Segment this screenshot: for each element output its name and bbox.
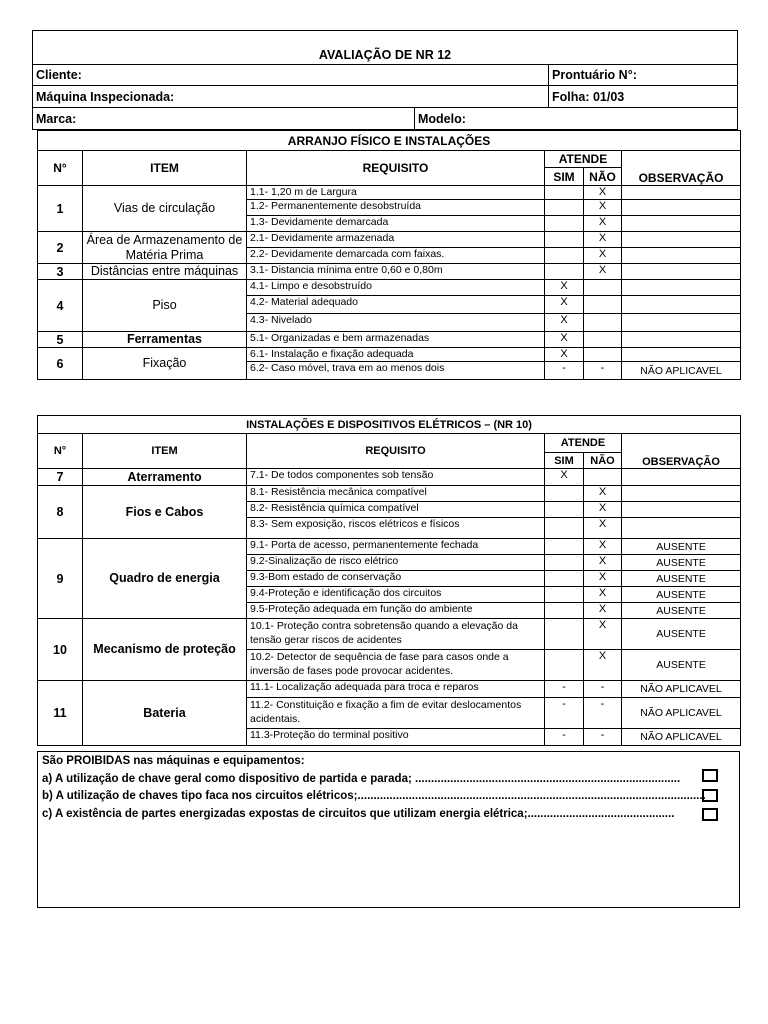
sim-cell[interactable]: X (545, 469, 584, 486)
modelo-field[interactable]: Modelo: (415, 108, 738, 130)
observacao-cell[interactable]: NÃO APLICAVEL (622, 362, 741, 380)
sim-cell[interactable] (545, 248, 584, 264)
sim-cell[interactable]: - (545, 362, 584, 380)
requirement-text: 9.5-Proteção adequada em função do ambiente (247, 603, 545, 619)
observacao-cell[interactable]: AUSENTE (622, 555, 741, 571)
observacao-cell[interactable] (622, 332, 741, 348)
group-number: 7 (38, 469, 83, 486)
nao-cell[interactable]: X (584, 603, 622, 619)
group-item: Distâncias entre máquinas (83, 264, 247, 280)
sim-cell[interactable] (545, 216, 584, 232)
cliente-field[interactable]: Cliente: (33, 65, 549, 86)
sim-cell[interactable]: X (545, 314, 584, 332)
sim-cell[interactable]: X (545, 348, 584, 362)
sim-cell[interactable]: X (545, 280, 584, 296)
observacao-cell[interactable] (622, 216, 741, 232)
sim-cell[interactable] (545, 232, 584, 248)
requirement-text: 9.2-Sinalização de risco elétrico (247, 555, 545, 571)
col-n-header: N° (38, 434, 83, 469)
nao-cell[interactable]: X (584, 502, 622, 518)
folha-field: Folha: 01/03 (549, 86, 738, 108)
group-item: Bateria (83, 681, 247, 746)
requirement-row (38, 619, 741, 650)
requirement-row (38, 469, 741, 486)
requirement-text: 9.4-Proteção e identificação dos circuitos (247, 587, 545, 603)
proibidas-item-c (42, 806, 735, 824)
sim-cell[interactable] (545, 186, 584, 200)
requirement-text: 4.3- Nivelado (247, 314, 545, 332)
nao-cell[interactable]: X (584, 186, 622, 200)
group-number: 1 (38, 186, 83, 232)
proibidas-item-b-text: b) A utilização de chaves tipo faca nos circuitos elétricos;............................................................................................................. (42, 790, 706, 802)
requirement-row (38, 280, 741, 296)
observacao-cell[interactable]: AUSENTE (622, 539, 741, 555)
group-item: Mecanismo de proteção (83, 619, 247, 681)
requirement-text: 8.1- Resistência mecânica compatível (247, 486, 545, 502)
sim-cell[interactable] (545, 571, 584, 587)
sim-cell[interactable] (545, 587, 584, 603)
nao-cell[interactable]: X (584, 587, 622, 603)
sim-cell[interactable] (545, 486, 584, 502)
marca-field[interactable]: Marca: (33, 108, 415, 130)
requirement-text: 3.1- Distancia mínima entre 0,60 e 0,80m (247, 264, 545, 280)
proibidas-heading: São PROIBIDAS nas máquinas e equipamentos: (42, 755, 305, 767)
observacao-cell[interactable] (622, 232, 741, 248)
group-item: Ferramentas (83, 332, 247, 348)
observacao-cell[interactable] (622, 469, 741, 486)
maquina-field[interactable]: Máquina Inspecionada: (33, 86, 549, 108)
nao-cell[interactable]: X (584, 200, 622, 216)
proibidas-item-b (42, 788, 735, 806)
proibidas-item-a-text: a) A utilização de chave geral como dispositivo de partida e parada; ................................................................................... (42, 772, 681, 785)
instalacoes-eletricas-table (37, 415, 741, 746)
nao-cell[interactable]: - (584, 681, 622, 698)
group-number: 5 (38, 332, 83, 348)
group-item: Aterramento (83, 469, 247, 486)
group-item: Fios e Cabos (83, 486, 247, 539)
requirement-text: 10.1- Proteção contra sobretensão quando a elevação da tensão gerar riscos de acidentes (247, 619, 545, 650)
requirement-text: 1.3- Devidamente demarcada (247, 216, 545, 232)
requirement-text: 1.1- 1,20 m de Largura (247, 186, 545, 200)
requirement-text: 4.1- Limpo e desobstruído (247, 280, 545, 296)
sim-cell[interactable] (545, 502, 584, 518)
requirement-text: 8.2- Resistência química compatível (247, 502, 545, 518)
sim-cell[interactable]: X (545, 296, 584, 314)
col-sim-header: SIM (545, 453, 584, 469)
group-number: 11 (38, 681, 83, 746)
requirement-row (38, 348, 741, 362)
col-nao-header: NÃO (584, 453, 622, 469)
nao-cell[interactable]: - (584, 729, 622, 746)
sim-cell[interactable] (545, 264, 584, 280)
nao-cell[interactable]: X (584, 264, 622, 280)
sim-cell[interactable] (545, 518, 584, 539)
nao-cell[interactable] (584, 280, 622, 296)
observacao-cell[interactable] (622, 486, 741, 502)
requirement-text: 10.2- Detector de sequência de fase para casos onde a inversão de fases pode provocar acidentes. (247, 650, 545, 681)
observacao-cell[interactable]: AUSENTE (622, 571, 741, 587)
observacao-cell[interactable]: AUSENTE (622, 619, 741, 650)
observacao-cell[interactable]: AUSENTE (622, 587, 741, 603)
requirement-row (38, 232, 741, 248)
col-atende-header: ATENDE (545, 434, 622, 453)
checkbox-c[interactable] (702, 808, 718, 821)
nao-cell[interactable] (584, 348, 622, 362)
requirement-text: 6.2- Caso móvel, trava em ao menos dois (247, 362, 545, 380)
col-requisito-header: REQUISITO (247, 151, 545, 186)
group-item: Quadro de energia (83, 539, 247, 619)
nao-cell[interactable] (584, 469, 622, 486)
requirement-text: 11.1- Localização adequada para troca e reparos (247, 681, 545, 698)
requirement-text: 5.1- Organizadas e bem armazenadas (247, 332, 545, 348)
requirement-text: 9.1- Porta de acesso, permanentemente fechada (247, 539, 545, 555)
checkbox-a[interactable] (702, 769, 718, 782)
sim-cell[interactable] (545, 555, 584, 571)
requirement-text: 2.1- Devidamente armazenada (247, 232, 545, 248)
sim-cell[interactable]: - (545, 681, 584, 698)
col-obs-header: OBSERVAÇÃO (622, 434, 741, 469)
requirement-row (38, 486, 741, 502)
col-item-header: ITEM (83, 151, 247, 186)
observacao-cell[interactable] (622, 200, 741, 216)
nao-cell[interactable] (584, 332, 622, 348)
nao-cell[interactable]: X (584, 619, 622, 650)
requirement-text: 11.3-Proteção do terminal positivo (247, 729, 545, 746)
sim-cell[interactable]: - (545, 729, 584, 746)
nao-cell[interactable]: - (584, 698, 622, 729)
group-item: Vias de circulação (83, 186, 247, 232)
proibidas-item-c-text: c) A existência de partes energizadas expostas de circuitos que utilizam energia elétrica;.............................................. (42, 807, 675, 820)
col-sim-header: SIM (545, 168, 584, 186)
prontuario-field[interactable]: Prontuário N°: (549, 65, 738, 86)
nao-cell[interactable]: X (584, 555, 622, 571)
requirement-text: 11.2- Constituição e fixação a fim de evitar deslocamentos acidentais. (247, 698, 545, 729)
nao-cell[interactable]: X (584, 248, 622, 264)
nao-cell[interactable] (584, 314, 622, 332)
sim-cell[interactable] (545, 650, 584, 681)
nao-cell[interactable] (584, 296, 622, 314)
observacao-cell[interactable]: NÃO APLICAVEL (622, 729, 741, 746)
observacao-cell[interactable]: AUSENTE (622, 650, 741, 681)
sim-cell[interactable] (545, 619, 584, 650)
observacao-cell[interactable] (622, 314, 741, 332)
sim-cell[interactable] (545, 539, 584, 555)
col-atende-header: ATENDE (545, 151, 622, 168)
requirement-row (38, 264, 741, 280)
observacao-cell[interactable] (622, 348, 741, 362)
group-number: 4 (38, 280, 83, 332)
col-obs-header: OBSERVAÇÃO (622, 151, 741, 186)
checkbox-b[interactable] (702, 789, 718, 802)
sim-cell[interactable]: X (545, 332, 584, 348)
form-title: AVALIAÇÃO DE NR 12 (33, 31, 738, 65)
sim-cell[interactable] (545, 200, 584, 216)
nao-cell[interactable]: X (584, 539, 622, 555)
col-item-header: ITEM (83, 434, 247, 469)
section2-title: INSTALAÇÕES E DISPOSITIVOS ELÉTRICOS – (NR 10) (38, 416, 741, 434)
requirement-text: 9.3-Bom estado de conservação (247, 571, 545, 587)
requirement-text: 4.2- Material adequado (247, 296, 545, 314)
requirement-text: 6.1- Instalação e fixação adequada (247, 348, 545, 362)
nao-cell[interactable]: X (584, 518, 622, 539)
group-number: 9 (38, 539, 83, 619)
sim-cell[interactable]: - (545, 698, 584, 729)
proibidas-item-a (42, 771, 735, 789)
group-number: 3 (38, 264, 83, 280)
group-item: Área de Armazenamento de Matéria Prima (83, 232, 247, 264)
observacao-cell[interactable]: NÃO APLICAVEL (622, 698, 741, 729)
group-number: 8 (38, 486, 83, 539)
nao-cell[interactable]: X (584, 571, 622, 587)
requirement-text: 2.2- Devidamente demarcada com faixas. (247, 248, 545, 264)
observacao-cell[interactable]: NÃO APLICAVEL (622, 681, 741, 698)
nao-cell[interactable]: - (584, 362, 622, 380)
nao-cell[interactable]: X (584, 486, 622, 502)
requirement-row (38, 186, 741, 200)
requirement-row (38, 539, 741, 555)
requirement-row (38, 681, 741, 698)
col-n-header: N° (38, 151, 83, 186)
group-number: 2 (38, 232, 83, 264)
group-number: 10 (38, 619, 83, 681)
observacao-cell[interactable] (622, 518, 741, 539)
requirement-row (38, 332, 741, 348)
observacao-cell[interactable] (622, 502, 741, 518)
requirement-text: 8.3- Sem exposição, riscos elétricos e físicos (247, 518, 545, 539)
observacao-cell[interactable]: AUSENTE (622, 603, 741, 619)
observacao-cell[interactable] (622, 280, 741, 296)
header-table (32, 30, 738, 130)
nao-cell[interactable]: X (584, 232, 622, 248)
proibidas-section (37, 751, 740, 908)
section1-title: ARRANJO FÍSICO E INSTALAÇÕES (38, 131, 741, 151)
group-item: Piso (83, 280, 247, 332)
observacao-cell[interactable] (622, 264, 741, 280)
col-requisito-header: REQUISITO (247, 434, 545, 469)
nao-cell[interactable]: X (584, 650, 622, 681)
nao-cell[interactable]: X (584, 216, 622, 232)
arranjo-fisico-table (37, 130, 741, 380)
observacao-cell[interactable] (622, 248, 741, 264)
observacao-cell[interactable] (622, 186, 741, 200)
requirement-text: 7.1- De todos componentes sob tensão (247, 469, 545, 486)
col-nao-header: NÃO (584, 168, 622, 186)
group-item: Fixação (83, 348, 247, 380)
observacao-cell[interactable] (622, 296, 741, 314)
sim-cell[interactable] (545, 603, 584, 619)
requirement-text: 1.2- Permanentemente desobstruída (247, 200, 545, 216)
group-number: 6 (38, 348, 83, 380)
